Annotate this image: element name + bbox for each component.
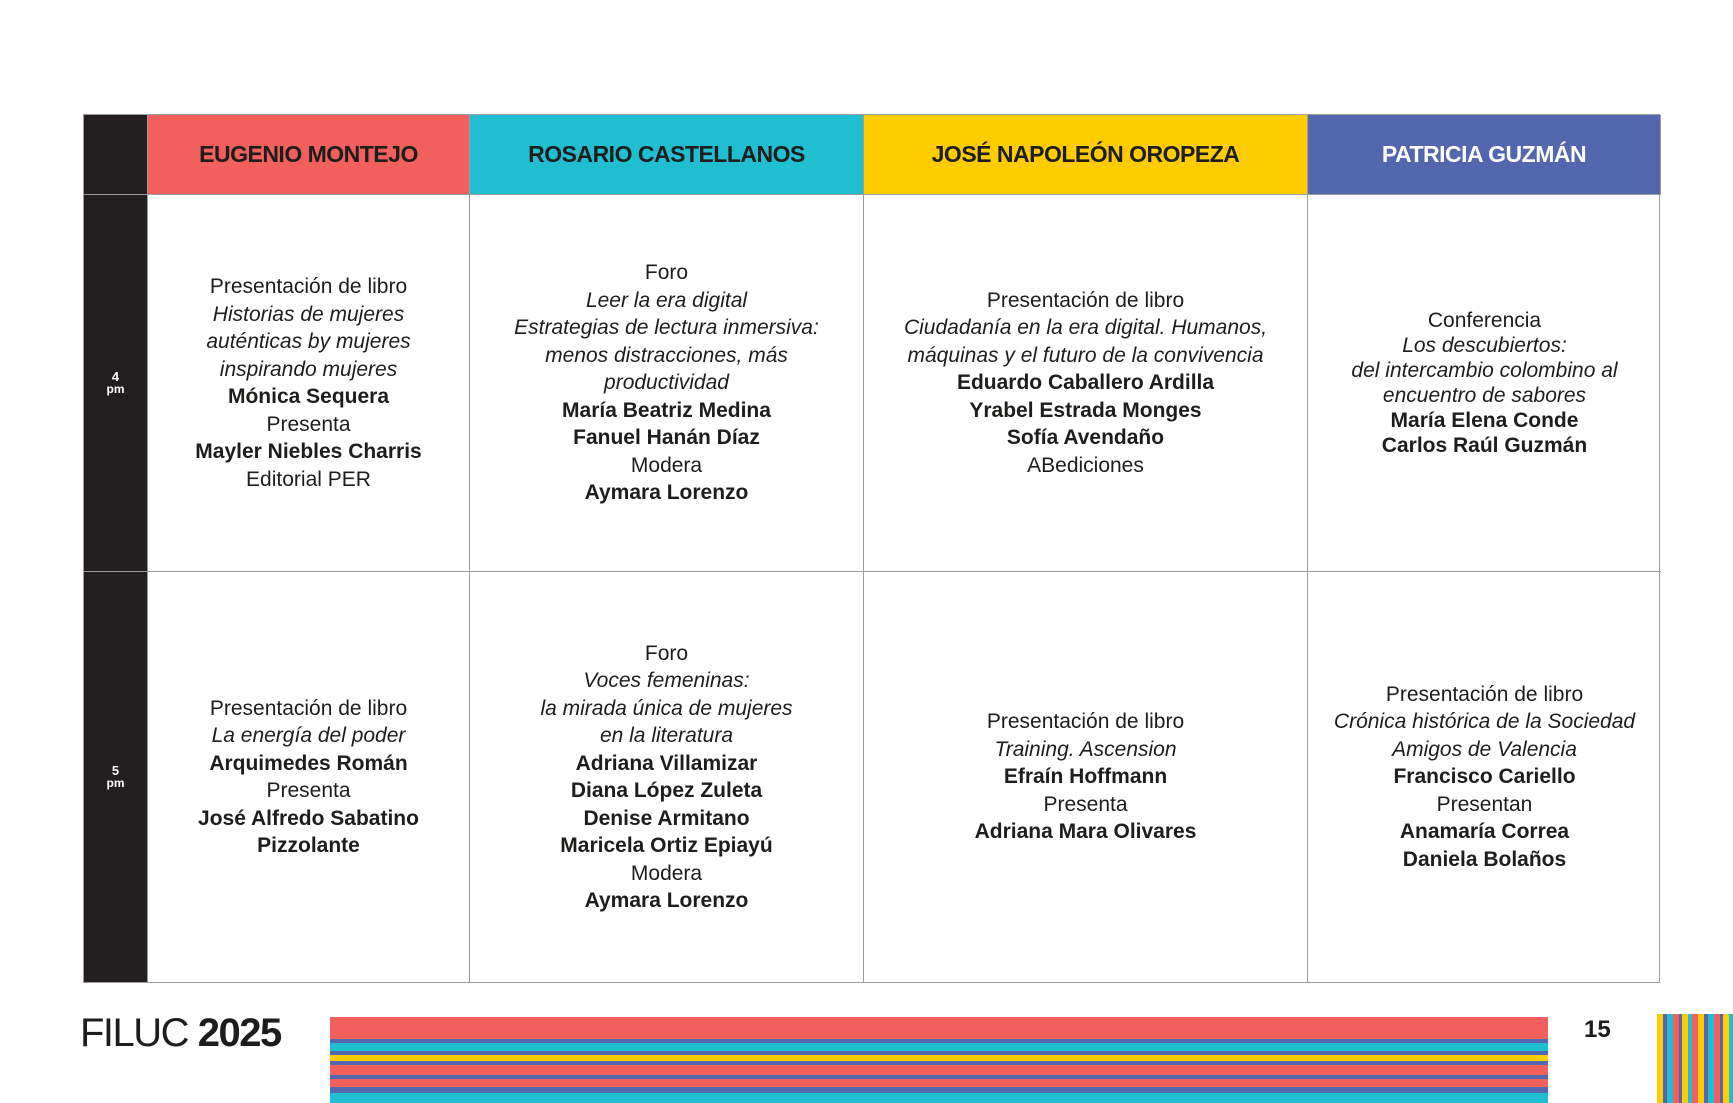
event-title-line: Leer la era digital <box>585 288 748 312</box>
event-cell-4pm-eugenio-montejo <box>148 194 470 571</box>
time-ampm: pm <box>106 382 125 396</box>
event-type-line: Presentación de libro <box>209 275 408 298</box>
event-title-line: inspirando mujeres <box>219 357 398 381</box>
event-person-line: María Elena Conde <box>1390 409 1579 432</box>
event-person-line: Adriana Mara Olivares <box>974 820 1197 844</box>
event-type-line: Presentación de libro <box>986 710 1185 734</box>
event-role-line: Modera <box>630 453 703 477</box>
event-title-line: Ciudadanía en la era digital. Humanos, <box>903 316 1268 340</box>
event-person-line: Mónica Sequera <box>227 385 390 408</box>
event-person-line: Mayler Niebles Charris <box>195 440 422 463</box>
event-person-line: Fanuel Hanán Díaz <box>573 426 760 450</box>
event-role-line: Modera <box>630 861 703 885</box>
event-person-line: Pizzolante <box>257 834 360 857</box>
event-person-line: Carlos Raúl Guzmán <box>1381 434 1588 457</box>
event-person-line: Yrabel Estrada Monges <box>969 398 1202 422</box>
room-header-patricia-guzman: PATRICIA GUZMÁN <box>1308 115 1661 194</box>
event-person-line: Arquimedes Román <box>209 751 408 775</box>
event-title-line: auténticas by mujeres <box>206 330 411 353</box>
event-person-line: Aymara Lorenzo <box>584 889 749 912</box>
event-title-line: encuentro de sabores <box>1382 384 1587 407</box>
event-role-line: Presenta <box>266 779 351 802</box>
event-type-line: Conferencia <box>1427 309 1542 332</box>
event-role-line: Presenta <box>1043 792 1128 816</box>
event-plain-line: ABediciones <box>1027 453 1144 477</box>
event-person-line: Aymara Lorenzo <box>584 481 749 505</box>
event-cell-5pm-rosario-castellanos <box>470 571 864 982</box>
event-person-line: Daniela Bolaños <box>1402 847 1567 871</box>
event-cell-4pm-jose-napoleon-oropeza <box>864 194 1308 571</box>
event-cell-5pm-jose-napoleon-oropeza <box>864 571 1308 982</box>
event-title-line: Historias de mujeres <box>212 302 405 326</box>
event-cell-5pm-eugenio-montejo <box>148 571 470 982</box>
page-number: 15 <box>1584 1016 1611 1043</box>
time-slot-4pm <box>84 194 148 571</box>
room-header-eugenio-montejo: EUGENIO MONTEJO <box>148 115 470 194</box>
event-cell-5pm-patricia-guzman <box>1308 571 1661 982</box>
event-title-line: Training. Ascension <box>994 737 1177 761</box>
event-person-line: Eduardo Caballero Ardilla <box>956 371 1215 395</box>
event-person-line: Diana López Zuleta <box>570 779 763 802</box>
event-role-line: Presentan <box>1436 792 1533 816</box>
event-cell-4pm-rosario-castellanos <box>470 194 864 571</box>
event-title-line: máquinas y el futuro de la convivencia <box>907 343 1264 367</box>
event-role-line: Presenta <box>266 412 351 436</box>
event-person-line: María Beatriz Medina <box>562 398 771 422</box>
event-person-line: Denise Armitano <box>583 806 750 830</box>
event-type-line: Foro <box>644 641 689 665</box>
event-title-line: la mirada única de mujeres <box>540 696 793 720</box>
event-title-line: menos distracciones, más <box>545 343 788 367</box>
event-title-line: en la literatura <box>599 724 734 747</box>
time-hour: 5 <box>111 763 120 778</box>
time-ampm: pm <box>106 776 125 790</box>
room-header-jose-napoleon-oropeza: JOSÉ NAPOLEÓN OROPEZA <box>864 115 1308 194</box>
footer-stripes-decoration <box>330 1017 1548 1103</box>
footer-logo <box>80 1007 281 1059</box>
event-title-line: Crónica histórica de la Sociedad <box>1333 710 1636 734</box>
schedule-grid <box>83 114 1660 983</box>
event-type-line: Presentación de libro <box>1385 682 1584 706</box>
time-slot-5pm <box>84 571 148 982</box>
header-corner <box>84 115 148 194</box>
event-title-line: Amigos de Valencia <box>1392 737 1577 761</box>
footer-year: 2025 <box>197 1011 281 1055</box>
event-type-line: Presentación de libro <box>209 696 408 720</box>
event-person-line: Sofía Avendaño <box>1006 426 1165 450</box>
event-type-line: Foro <box>644 261 689 285</box>
corner-stripes-decoration <box>1657 1014 1733 1103</box>
event-person-line: José Alfredo Sabatino <box>198 806 419 830</box>
event-title-line: Estrategias de lectura inmersiva: <box>514 316 819 340</box>
event-person-line: Anamaría Correa <box>1399 820 1570 844</box>
event-title-line: productividad <box>604 371 729 395</box>
event-person-line: Adriana Villamizar <box>575 751 758 775</box>
event-title-line: Los descubiertos: <box>1402 334 1567 357</box>
event-title-line: Voces femeninas: <box>583 669 750 692</box>
event-title-line: del intercambio colombino al <box>1351 359 1618 382</box>
event-person-line: Efraín Hoffmann <box>1003 765 1168 789</box>
footer-brand: FILUC <box>80 1011 189 1055</box>
event-cell-4pm-patricia-guzman <box>1308 194 1661 571</box>
event-person-line: Francisco Cariello <box>1393 765 1576 789</box>
room-header-rosario-castellanos: ROSARIO CASTELLANOS <box>470 115 864 194</box>
event-title-line: La energía del poder <box>211 724 406 747</box>
event-person-line: Maricela Ortiz Epiayú <box>560 834 773 857</box>
event-type-line: Presentación de libro <box>986 288 1185 312</box>
event-plain-line: Editorial PER <box>246 467 371 491</box>
time-hour: 4 <box>111 369 120 384</box>
